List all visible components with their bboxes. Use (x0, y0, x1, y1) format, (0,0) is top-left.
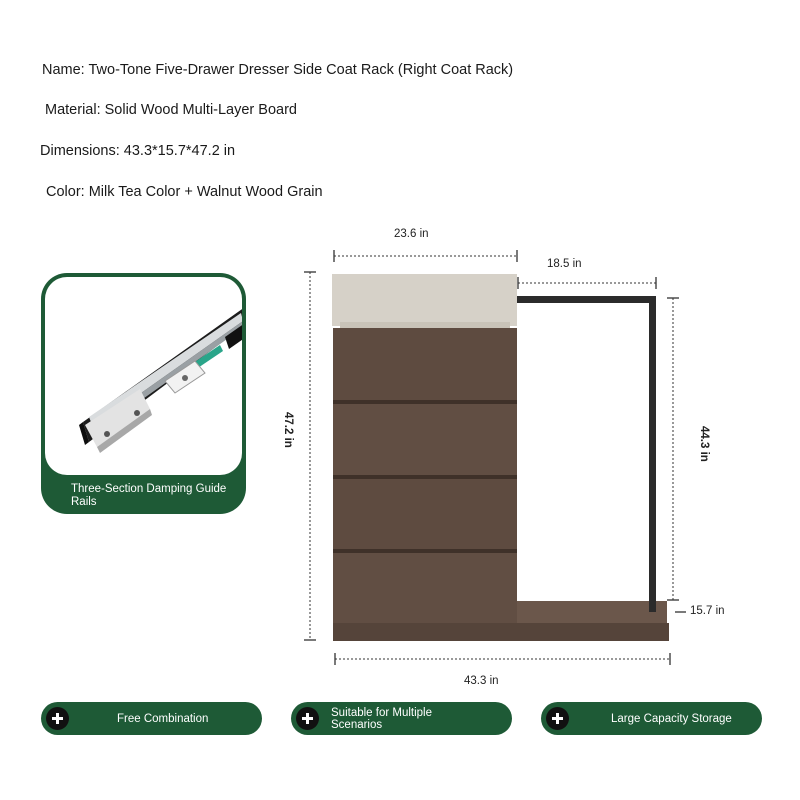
plus-icon (296, 707, 319, 730)
drawer-3 (333, 404, 517, 475)
total-height-label: 47.2 in (282, 412, 294, 448)
product-dimensions: Dimensions: 43.3*15.7*47.2 in (40, 143, 236, 159)
plus-icon (46, 707, 69, 730)
top-width-label: 23.6 in (394, 228, 429, 240)
product-material: Material: Solid Wood Multi-Layer Board (45, 102, 297, 118)
plus-icon (546, 707, 569, 730)
drawer-2 (333, 328, 517, 400)
total-width-label: 43.3 in (464, 675, 499, 687)
feature-label: Large Capacity Storage (611, 712, 732, 725)
feature-label: Free Combination (117, 712, 209, 725)
dresser-base (333, 623, 669, 641)
product-name: Name: Two-Tone Five-Drawer Dresser Side Coat Rack (Right Coat Rack) (42, 62, 514, 78)
top-drawer (332, 274, 517, 326)
rack-height-label: 44.3 in (698, 426, 710, 462)
feature-multiple-scenarios (291, 702, 512, 735)
depth-label: 15.7 in (690, 605, 725, 617)
feature-large-capacity (541, 702, 762, 735)
guide-rail-caption: Three-Section Damping Guide Rails (71, 483, 227, 508)
rack-post (649, 296, 656, 612)
feature-free-combination (41, 702, 262, 735)
rack-platform (517, 601, 667, 623)
drawer-4 (333, 479, 517, 549)
feature-label: Suitable for Multiple Scenarios (331, 706, 432, 731)
rack-width-label: 18.5 in (547, 258, 582, 270)
drawer-5 (333, 553, 517, 623)
product-color: Color: Milk Tea Color + Walnut Wood Grain (46, 184, 323, 200)
rack-top-bar (517, 296, 656, 303)
